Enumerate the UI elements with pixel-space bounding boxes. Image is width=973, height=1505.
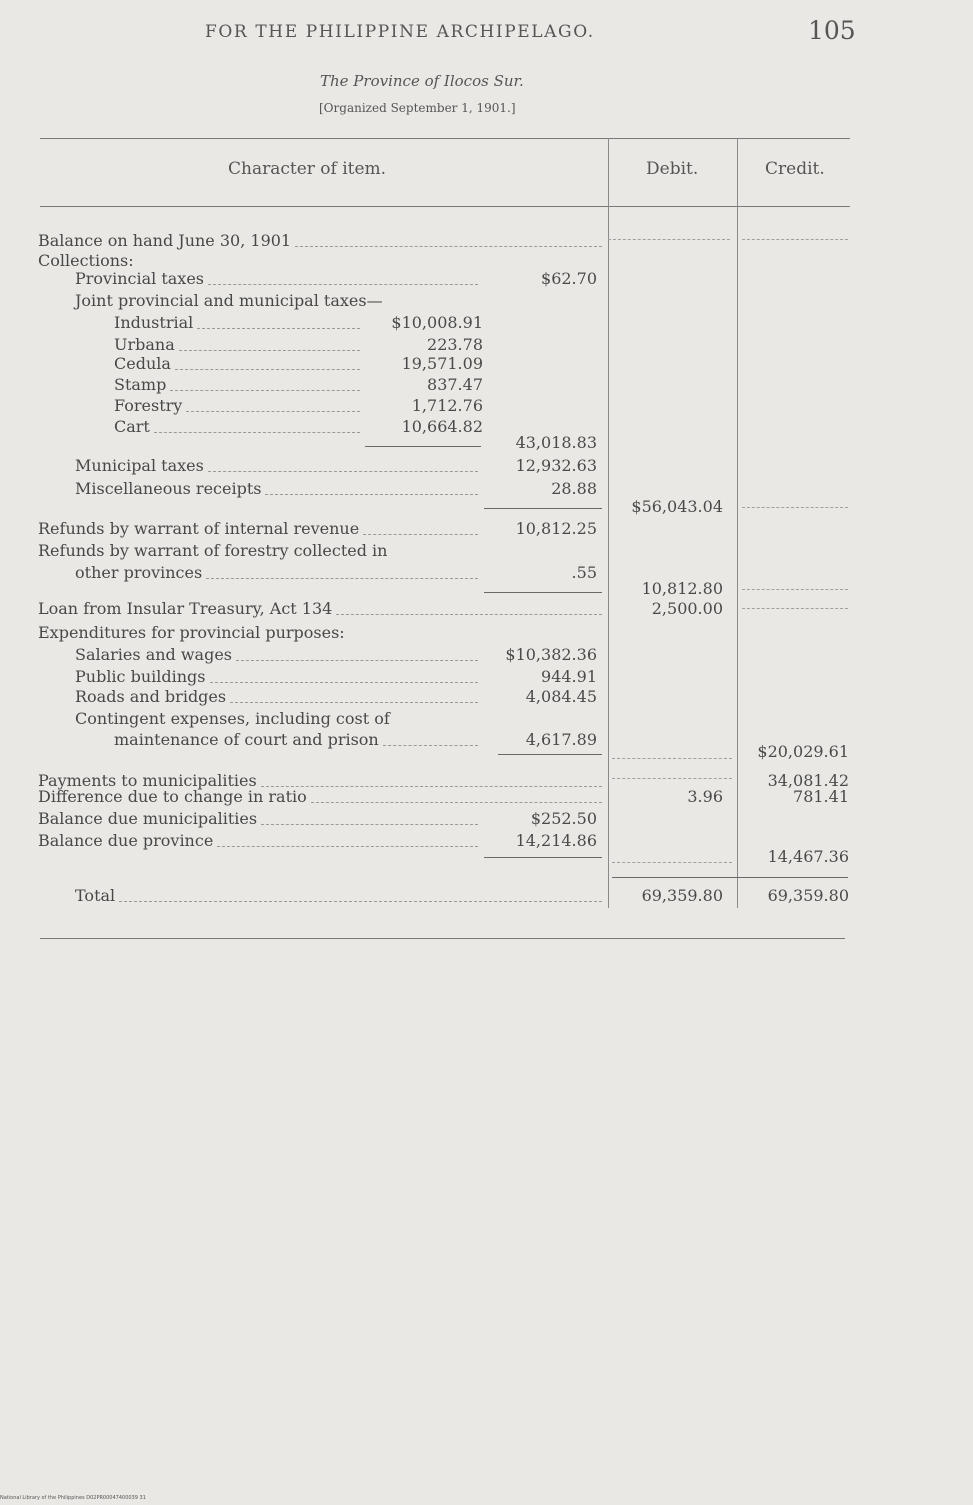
row-label: Refunds by warrant of internal revenue (38, 519, 360, 538)
dot-leader (236, 660, 478, 661)
row-label: Roads and bridges (75, 687, 227, 706)
row-label: Public buildings (75, 667, 206, 686)
table-row (0, 268, 973, 290)
table-row (0, 666, 973, 688)
row-label: Miscellaneous receipts (75, 479, 262, 498)
row-label: Contingent expenses, including cost of (75, 709, 390, 728)
sum-rule (484, 592, 602, 593)
row-label: Refunds by warrant of forestry collected in (38, 541, 388, 560)
row-label: Municipal taxes (75, 456, 204, 475)
dot-leader (363, 534, 478, 535)
row-label: Balance on hand June 30, 1901 (38, 231, 292, 250)
dot-leader (197, 328, 360, 329)
subtotal-amount: $10,382.36 (505, 645, 597, 664)
inner-amount: 1,712.76 (411, 396, 483, 415)
table-row (0, 686, 973, 708)
table-row (0, 741, 973, 763)
blank-entry-dash (742, 239, 848, 240)
credit-amount: $20,029.61 (757, 742, 849, 761)
dot-leader (265, 494, 478, 495)
dot-leader (295, 246, 602, 247)
row-label: Balance due province (38, 831, 214, 850)
dot-leader (208, 284, 478, 285)
subtotal-amount: 4,084.45 (525, 687, 597, 706)
inner-amount: $10,008.91 (391, 313, 483, 332)
sum-rule (484, 857, 602, 858)
table-row (0, 290, 973, 312)
blank-entry-dash (612, 758, 732, 759)
credit-amount: 69,359.80 (767, 886, 849, 905)
footer-credit: National Library of the Philippines D02PR00047400039 31 (0, 1495, 146, 1501)
table-row (0, 708, 973, 730)
row-label: Balance due municipalities (38, 809, 258, 828)
table-row (0, 432, 973, 454)
dot-leader (175, 369, 360, 370)
province-title: The Province of Ilocos Sur. (320, 72, 524, 90)
subtotal-amount: 12,932.63 (515, 456, 597, 475)
row-label: Salaries and wages (75, 645, 233, 664)
column-header-item: Character of item. (228, 159, 387, 179)
row-label: Stamp (114, 375, 167, 394)
row-label: other provinces (75, 563, 203, 582)
blank-entry-dash (608, 239, 730, 240)
row-label: Provincial taxes (75, 269, 204, 288)
dot-leader (230, 702, 478, 703)
debit-amount: 69,359.80 (641, 886, 723, 905)
dot-leader (170, 390, 360, 391)
blank-entry-dash (612, 862, 732, 863)
table-row (0, 230, 973, 252)
row-label: Urbana (114, 335, 175, 354)
table-bottom-rule (40, 938, 845, 939)
table-row (0, 312, 973, 334)
dot-leader (119, 901, 602, 902)
dot-leader (186, 411, 360, 412)
subtotal-amount: $62.70 (541, 269, 597, 288)
column-header-credit: Credit. (765, 159, 825, 179)
row-label: Expenditures for provincial purposes: (38, 623, 345, 642)
table-row (0, 644, 973, 666)
sum-rule (365, 446, 481, 447)
organized-note: [Organized September 1, 1901.] (319, 101, 516, 115)
table-row (0, 353, 973, 375)
blank-entry-dash (612, 778, 732, 779)
table-row (0, 622, 973, 644)
inner-amount: 19,571.09 (401, 354, 483, 373)
row-label: Industrial (114, 313, 194, 332)
credit-amount: 14,467.36 (767, 847, 849, 866)
inner-amount: 10,664.82 (401, 417, 483, 436)
subtotal-amount: .55 (571, 563, 597, 582)
table-row (0, 374, 973, 396)
inner-amount: 223.78 (427, 335, 483, 354)
table-row (0, 518, 973, 540)
subtotal-amount: 944.91 (541, 667, 597, 686)
dot-leader (336, 614, 602, 615)
dot-leader (210, 682, 478, 683)
debit-amount: $56,043.04 (631, 497, 723, 516)
subtotal-amount: $252.50 (530, 809, 597, 828)
row-label: Total (75, 886, 116, 905)
table-row (0, 885, 973, 907)
row-label: Joint provincial and municipal taxes— (75, 291, 383, 310)
sum-rule (612, 877, 848, 878)
table-row (0, 786, 973, 808)
row-label: Cedula (114, 354, 171, 373)
row-label: Forestry (114, 396, 183, 415)
subtotal-amount: 28.88 (551, 479, 597, 498)
subtotal-amount: 14,214.86 (515, 831, 597, 850)
inner-amount: 837.47 (427, 375, 483, 394)
dot-leader (261, 824, 478, 825)
dot-leader (311, 802, 602, 803)
blank-entry-dash (742, 589, 848, 590)
credit-amount: 781.41 (793, 787, 849, 806)
table-row (0, 455, 973, 477)
header-bottom-rule (40, 206, 850, 207)
debit-amount: 10,812.80 (641, 579, 723, 598)
dot-leader (179, 350, 360, 351)
subtotal-amount: 4,617.89 (525, 730, 597, 749)
row-label: Payments to municipalities (38, 771, 257, 790)
table-row (0, 598, 973, 620)
running-head: FOR THE PHILIPPINE ARCHIPELAGO. (205, 22, 595, 42)
debit-amount: 3.96 (687, 787, 723, 806)
blank-entry-dash (742, 507, 848, 508)
table-row (0, 395, 973, 417)
table-top-rule (40, 138, 850, 139)
row-label: Loan from Insular Treasury, Act 134 (38, 599, 333, 618)
column-header-debit: Debit. (646, 159, 699, 179)
sum-rule (484, 508, 602, 509)
table-row (0, 540, 973, 562)
row-label: Cart (114, 417, 150, 436)
table-row (0, 808, 973, 830)
row-label: maintenance of court and prison (114, 730, 379, 749)
dot-leader (208, 471, 478, 472)
row-label: Difference due to change in ratio (38, 787, 307, 806)
sum-rule (498, 754, 602, 755)
debit-amount: 2,500.00 (651, 599, 723, 618)
subtotal-amount: 10,812.25 (515, 519, 597, 538)
blank-entry-dash (742, 608, 848, 609)
page-number: 105 (808, 16, 856, 45)
credit-amount: 34,081.42 (767, 771, 849, 790)
subtotal-amount: 43,018.83 (515, 433, 597, 452)
row-label: Collections: (38, 251, 134, 270)
